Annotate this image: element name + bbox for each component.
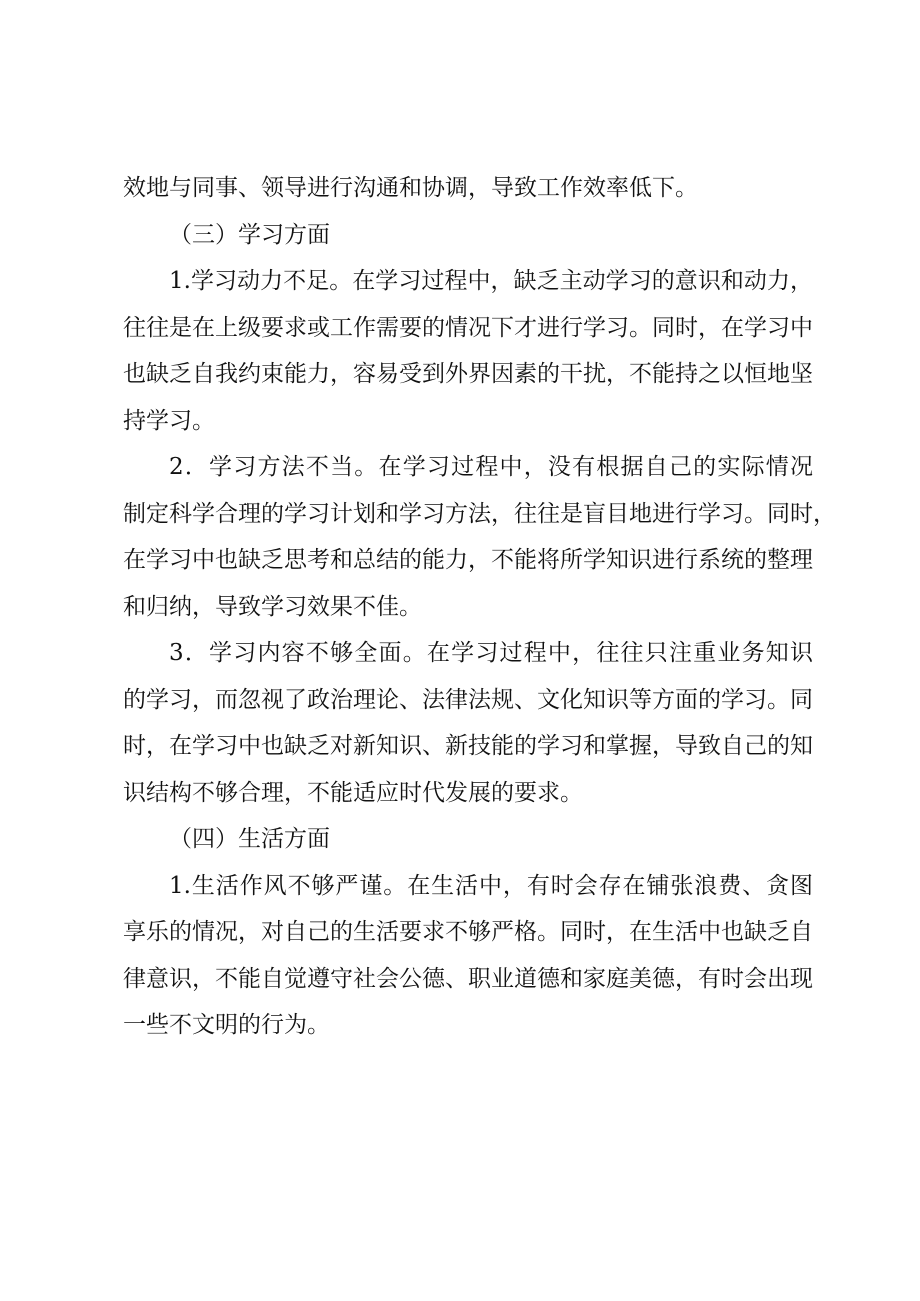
- paragraph-line: 效地与同事、领导进行沟通和协调，导致工作效率低下。: [123, 175, 698, 201]
- paragraph-line: 制定科学合理的学习计划和学习方法，往往是盲目地进行学习。同时，: [123, 500, 836, 527]
- paragraph-line: 时，在学习中也缺乏对新知识、新技能的学习和掌握，导致自己的知: [123, 733, 813, 759]
- paragraph-line: 也缺乏自我约束能力，容易受到外界因素的干扰，不能持之以恒地坚: [123, 361, 813, 387]
- paragraph-line: 1.生活作风不够严谨。在生活中，有时会存在铺张浪费、贪图: [169, 872, 813, 899]
- paragraph-line: 的学习，而忽视了政治理论、法律法规、文化知识等方面的学习。同: [123, 686, 813, 713]
- section-heading-life: （四）生活方面: [169, 826, 330, 852]
- section-heading-study: （三）学习方面: [169, 221, 330, 248]
- paragraph-line: 享乐的情况，对自己的生活要求不够严格。同时，在生活中也缺乏自: [123, 919, 813, 945]
- paragraph-line: 2．学习方法不当。在学习过程中，没有根据自己的实际情况: [169, 454, 813, 480]
- paragraph-line: 一些不文明的行为。: [123, 1012, 330, 1038]
- paragraph-line: 往往是在上级要求或工作需要的情况下才进行学习。同时，在学习中: [123, 314, 813, 341]
- paragraph-line: 律意识，不能自觉遵守社会公德、职业道德和家庭美德，有时会出现: [123, 965, 813, 992]
- paragraph-line: 识结构不够合理，不能适应时代发展的要求。: [123, 779, 583, 806]
- document-body: [123, 165, 836, 1049]
- paragraph-line: 在学习中也缺乏思考和总结的能力，不能将所学知识进行系统的整理: [123, 547, 813, 573]
- paragraph-line: 1.学习动力不足。在学习过程中，缺乏主动学习的意识和动力，: [169, 268, 813, 294]
- paragraph-line: 3．学习内容不够全面。在学习过程中，往往只注重业务知识: [169, 640, 813, 666]
- paragraph-line: 和归纳，导致学习效果不佳。: [123, 593, 422, 620]
- paragraph-line: 持学习。: [123, 407, 215, 434]
